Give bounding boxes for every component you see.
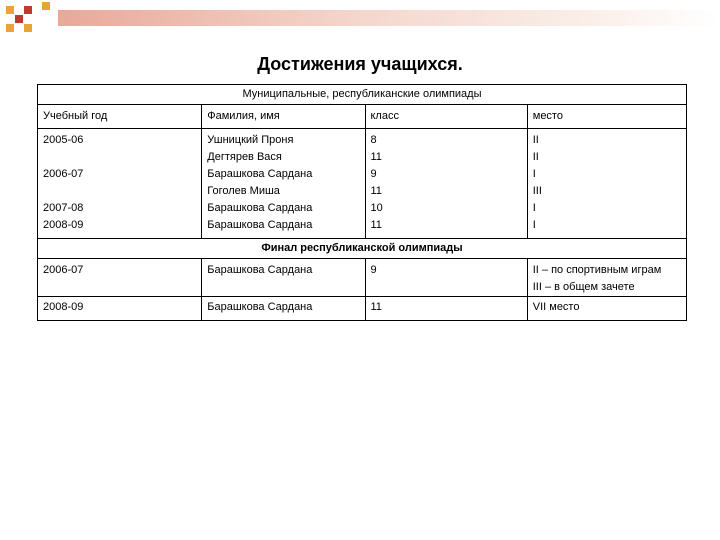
grade-line: 11 <box>370 185 382 197</box>
place-cell <box>527 129 686 239</box>
place-line: III <box>532 185 542 197</box>
place-line: VII место <box>532 301 580 313</box>
deco-strip <box>58 10 718 26</box>
place-line: II – по спортивным играм <box>532 264 662 276</box>
deco-square <box>6 6 14 14</box>
deco-square <box>42 2 50 10</box>
decorative-header-squares <box>0 0 720 40</box>
name-line: Барашкова Сардана <box>207 202 313 214</box>
name-line: Ушницкий Проня <box>207 134 294 146</box>
final-grade-cell <box>365 297 527 321</box>
final-place-cell <box>527 297 686 321</box>
grade-line: 9 <box>370 264 377 276</box>
final-grade-cell <box>365 259 527 297</box>
year-line: 2006-07 <box>43 264 84 276</box>
name-line: Барашкова Сардана <box>207 219 313 231</box>
grade-line: 11 <box>370 219 382 231</box>
section-republic-final-header: Финал республиканской олимпиады <box>38 239 687 259</box>
year-line: 2007-08 <box>43 202 84 214</box>
name-line: Гоголев Миша <box>207 185 280 197</box>
name-cell <box>202 129 365 239</box>
year-line: 2008-09 <box>43 301 84 313</box>
column-header-place: место <box>527 105 686 129</box>
deco-square <box>24 6 32 14</box>
column-header-name: Фамилия, имя <box>202 105 365 129</box>
grade-line: 11 <box>370 301 382 313</box>
place-line: II <box>532 134 539 146</box>
achievements-table <box>37 84 687 321</box>
grade-line: 8 <box>370 134 377 146</box>
deco-square <box>15 15 23 23</box>
place-line: I <box>532 168 536 180</box>
section-municipal-header: Муниципальные, республиканские олимпиады <box>38 85 687 105</box>
year-line: 2005-06 <box>43 134 84 146</box>
final-year-cell <box>38 297 202 321</box>
place-line: I <box>532 202 536 214</box>
grade-line: 9 <box>370 168 377 180</box>
name-line: Барашкова Сардана <box>207 168 313 180</box>
final-name-cell <box>202 297 365 321</box>
year-line <box>43 183 196 200</box>
place-line: I <box>532 219 536 231</box>
year-cell <box>38 129 202 239</box>
final-year-cell <box>38 259 202 297</box>
grade-line: 10 <box>370 202 383 214</box>
grade-line: 11 <box>370 151 382 163</box>
column-header-grade: класс <box>365 105 527 129</box>
name-line: Дегтярев Вася <box>207 151 282 163</box>
deco-square <box>24 24 32 32</box>
column-header-year: Учебный год <box>38 105 202 129</box>
final-place-cell <box>527 259 686 297</box>
name-line: Барашкова Сардана <box>207 301 313 313</box>
year-line: 2006-07 <box>43 168 84 180</box>
page-title: Достижения учащихся. <box>257 54 463 74</box>
place-line: III – в общем зачете <box>532 281 635 293</box>
place-line: II <box>532 151 539 163</box>
grade-cell <box>365 129 527 239</box>
deco-square <box>6 24 14 32</box>
year-line: 2008-09 <box>43 219 84 231</box>
name-line: Барашкова Сардана <box>207 264 313 276</box>
year-line <box>43 149 196 166</box>
final-name-cell <box>202 259 365 297</box>
